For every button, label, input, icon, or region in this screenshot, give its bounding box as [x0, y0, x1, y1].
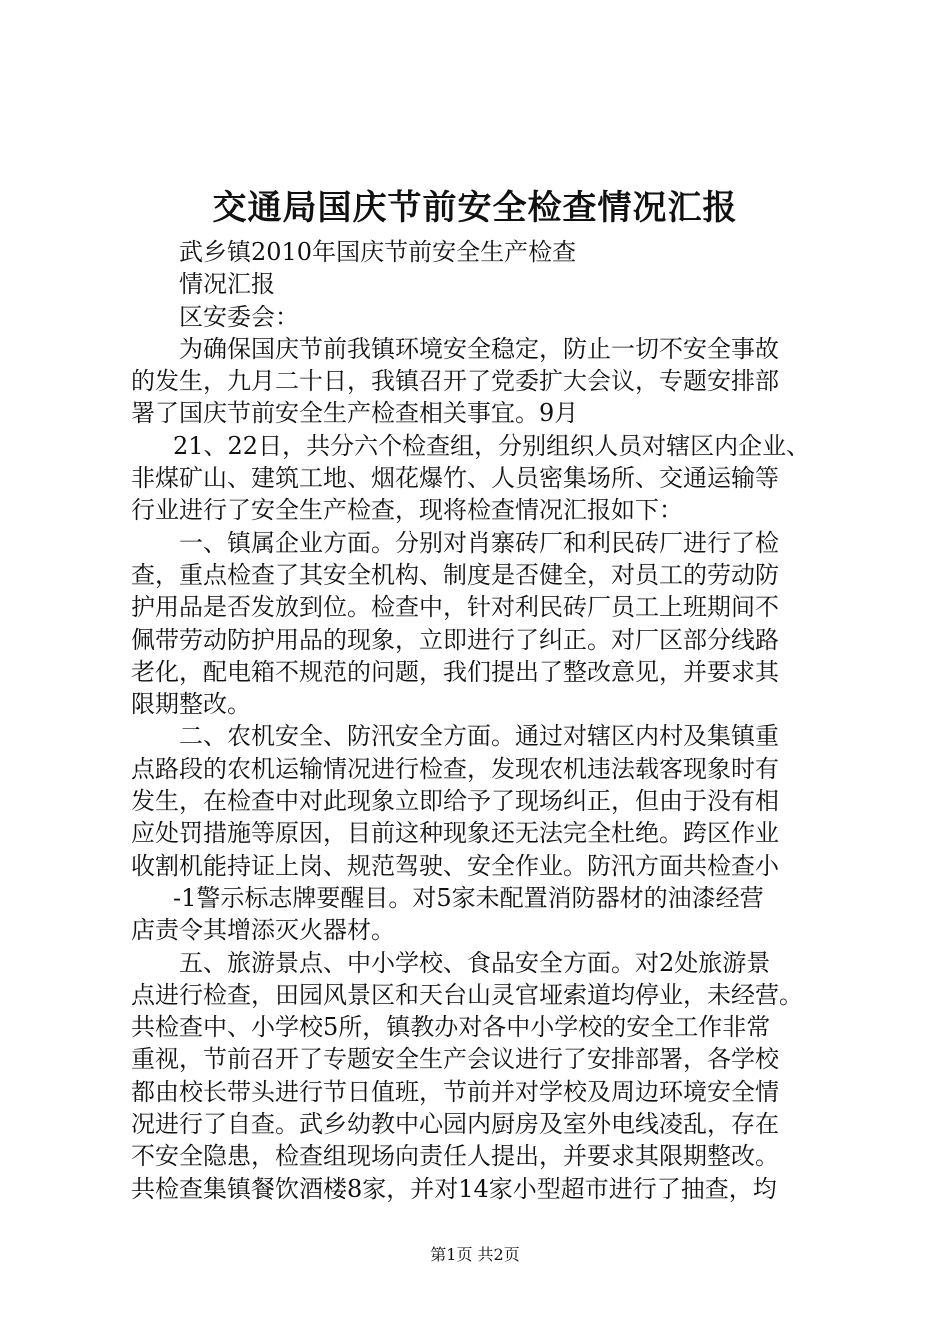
- body-line: 不安全隐患，检查组现场向责任人提出，并要求其限期整改。: [131, 1142, 779, 1171]
- body-line: 共检查集镇餐饮酒楼8家，并对14家小型超市进行了抽查，均: [131, 1174, 777, 1203]
- body-line: 情况汇报: [179, 270, 275, 299]
- body-line: 一、镇属企业方面。分别对肖寨砖厂和利民砖厂进行了检: [179, 528, 779, 557]
- document-title: 交通局国庆节前安全检查情况汇报: [212, 188, 738, 228]
- body-line: 重视，节前召开了专题安全生产会议进行了安排部署，各学校: [131, 1045, 779, 1074]
- body-line: 点进行检查，田园风景区和天台山灵官垭索道均停业，未经营。: [131, 980, 803, 1009]
- body-line: 收割机能持证上岗、规范驾驶、安全作业。防汛方面共检查小: [131, 851, 779, 880]
- body-line: 共检查中、小学校5所，镇教办对各中小学校的安全工作非常: [131, 1013, 771, 1042]
- body-line: 非煤矿山、建筑工地、烟花爆竹、人员密集场所、交通运输等: [131, 464, 779, 493]
- body-line: 武乡镇2010年国庆节前安全生产检查: [179, 238, 577, 266]
- body-line: 五、旅游景点、中小学校、食品安全方面。对2处旅游景: [179, 948, 771, 977]
- body-line: 二、农机安全、防汛安全方面。通过对辖区内村及集镇重: [179, 722, 779, 751]
- body-line: 都由校长带头进行节日值班，节前并对学校及周边环境安全情: [131, 1077, 779, 1106]
- body-line: 应处罚措施等原因，目前这种现象还无法完全杜绝。跨区作业: [131, 819, 779, 848]
- body-line: 21、22日，共分六个检查组，分别组织人员对辖区内企业、: [173, 431, 811, 460]
- body-line: 点路段的农机运输情况进行检查，发现农机违法载客现象时有: [131, 754, 779, 783]
- body-line: 发生，在检查中对此现象立即给予了现场纠正，但由于没有相: [131, 787, 779, 816]
- body-line: 况进行了自查。武乡幼教中心园内厨房及室外电线凌乱，存在: [131, 1110, 779, 1139]
- body-line: 限期整改。: [131, 690, 251, 719]
- body-line: 为确保国庆节前我镇环境安全稳定，防止一切不安全事故: [179, 334, 779, 363]
- body-line: -1警示标志牌要醒目。对5家未配置消防器材的油漆经营: [173, 883, 764, 912]
- body-line: 查，重点检查了其安全机构、制度是否健全，对员工的劳动防: [131, 560, 779, 589]
- body-line: 老化，配电箱不规范的问题，我们提出了整改意见，并要求其: [131, 657, 779, 686]
- body-line: 佩带劳动防护用品的现象，立即进行了纠正。对厂区部分线路: [131, 625, 779, 654]
- document-body: [131, 236, 831, 1205]
- page-footer: 第1页 共2页: [430, 1245, 520, 1264]
- body-line: 署了国庆节前安全生产检查相关事宜。9月: [131, 399, 579, 428]
- body-line: 区安委会：: [179, 302, 299, 331]
- body-line: 护用品是否发放到位。检查中，针对利民砖厂员工上班期间不: [131, 593, 779, 622]
- body-line: 店责令其增添灭火器材。: [131, 916, 395, 945]
- body-line: 行业进行了安全生产检查，现将检查情况汇报如下：: [131, 496, 683, 525]
- body-line: 的发生，九月二十日，我镇召开了党委扩大会议，专题安排部: [131, 367, 779, 396]
